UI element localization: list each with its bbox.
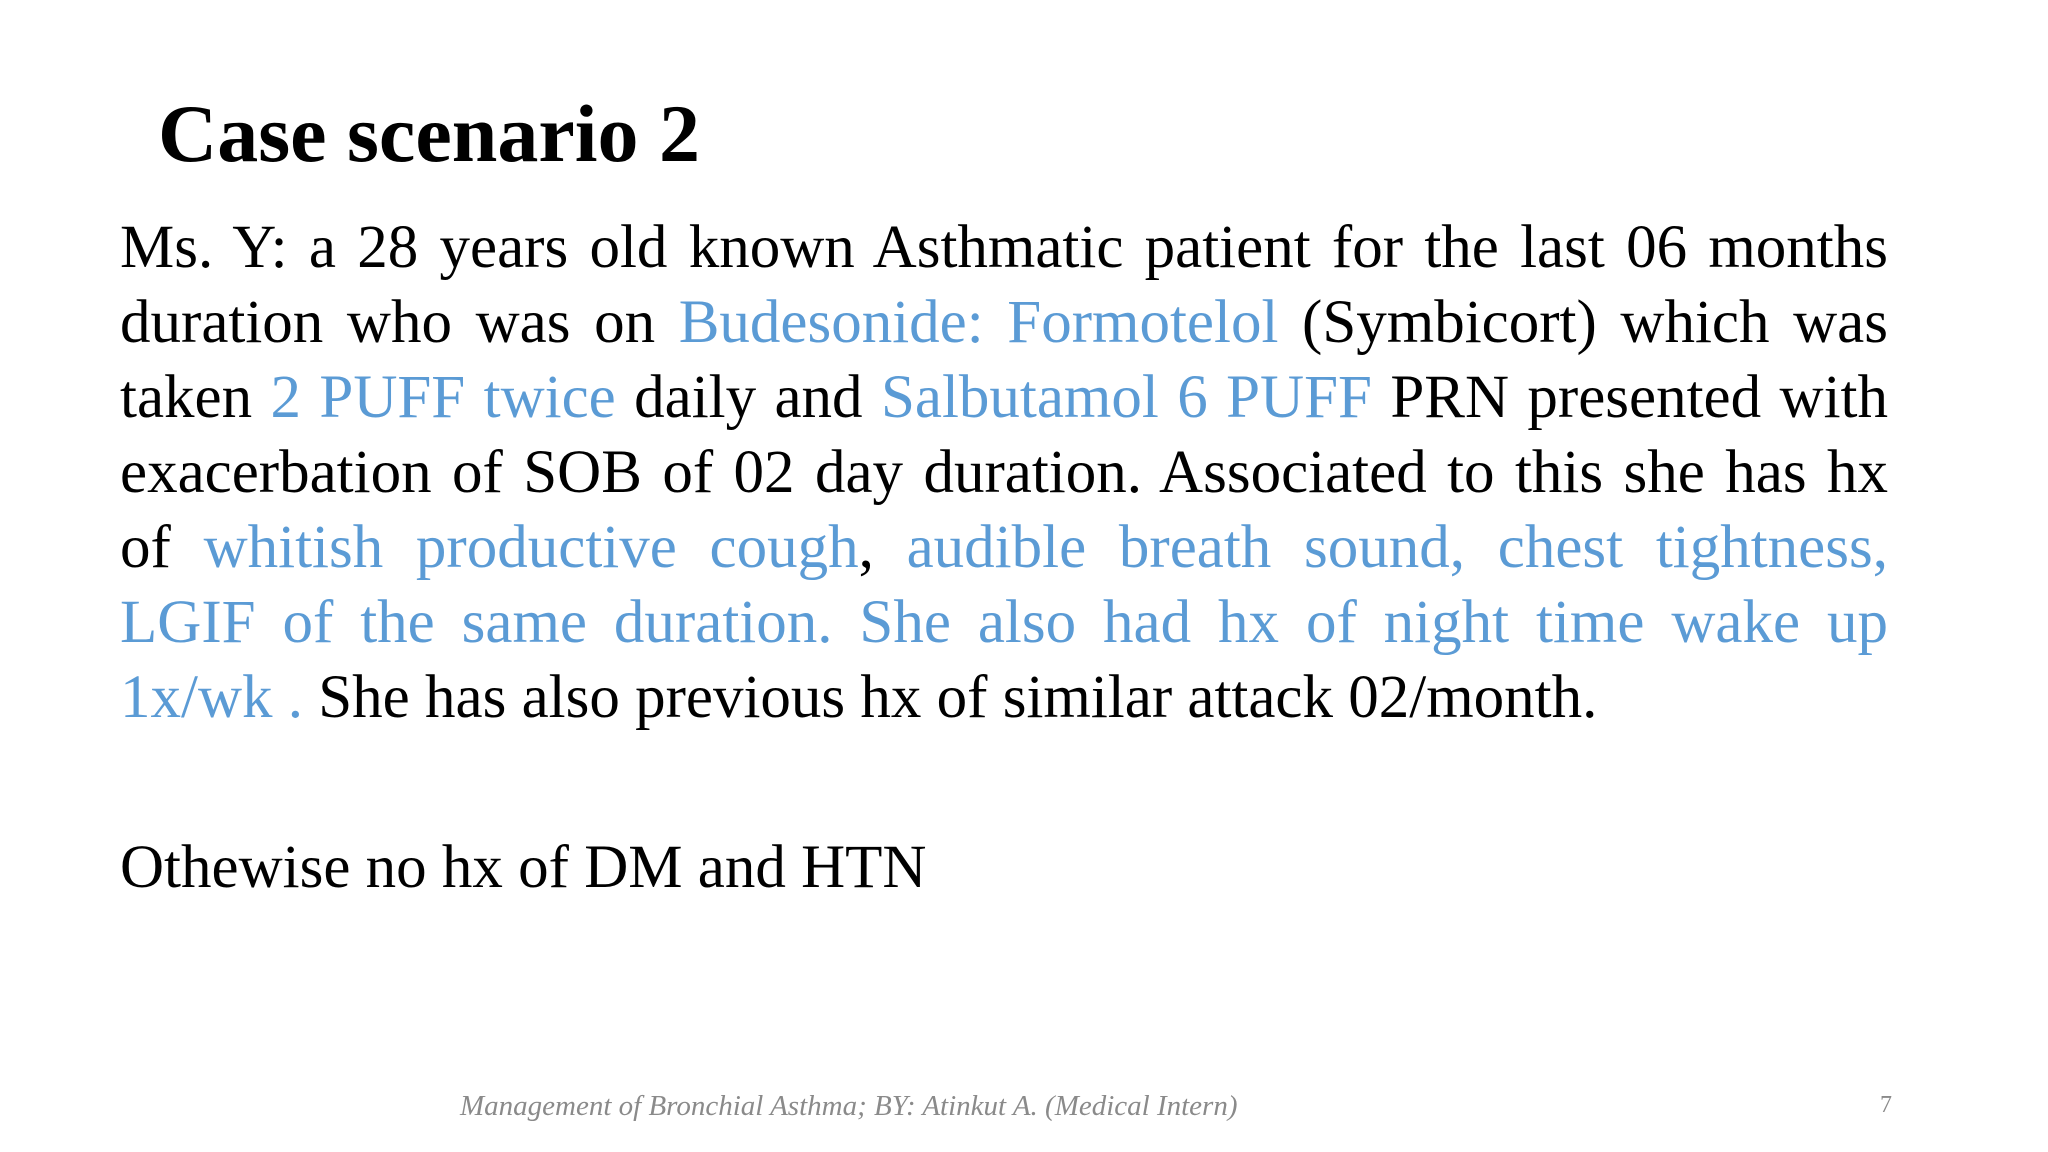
- highlighted-text-run: whitish productive cough: [203, 514, 859, 581]
- text-run: daily and: [615, 364, 881, 431]
- case-note: Othewise no hx of DM and HTN: [120, 834, 927, 901]
- text-run: ,: [858, 514, 907, 581]
- text-run: She has also previous hx of similar attack 02/month.: [303, 664, 1598, 731]
- text-run: PRN presented with exacerbation of SOB of 02 day duration. Associated to this she has hx of: [120, 364, 1888, 581]
- highlighted-text-run: 2 PUFF twice: [270, 364, 616, 431]
- slide-footer: Management of Bronchial Asthma; BY: Atinkut A. (Medical Intern): [460, 1090, 1238, 1122]
- highlighted-text-run: Budesonide: Formotelol: [678, 289, 1279, 356]
- text-run: (Symbicort) which was taken: [120, 289, 1888, 431]
- case-description: [120, 210, 1888, 735]
- page-number: 7: [1880, 1092, 1892, 1118]
- highlighted-text-run: Salbutamol 6 PUFF: [880, 364, 1372, 431]
- text-run: Ms. Y: a 28 years old known Asthmatic patient for the last 06 months duration who was on: [120, 214, 1888, 356]
- highlighted-text-run: audible breath sound, chest tightness, LGIF of the same duration. She also had hx of night time wake up 1x/wk .: [120, 514, 1888, 731]
- slide-title: Case scenario 2: [158, 88, 701, 179]
